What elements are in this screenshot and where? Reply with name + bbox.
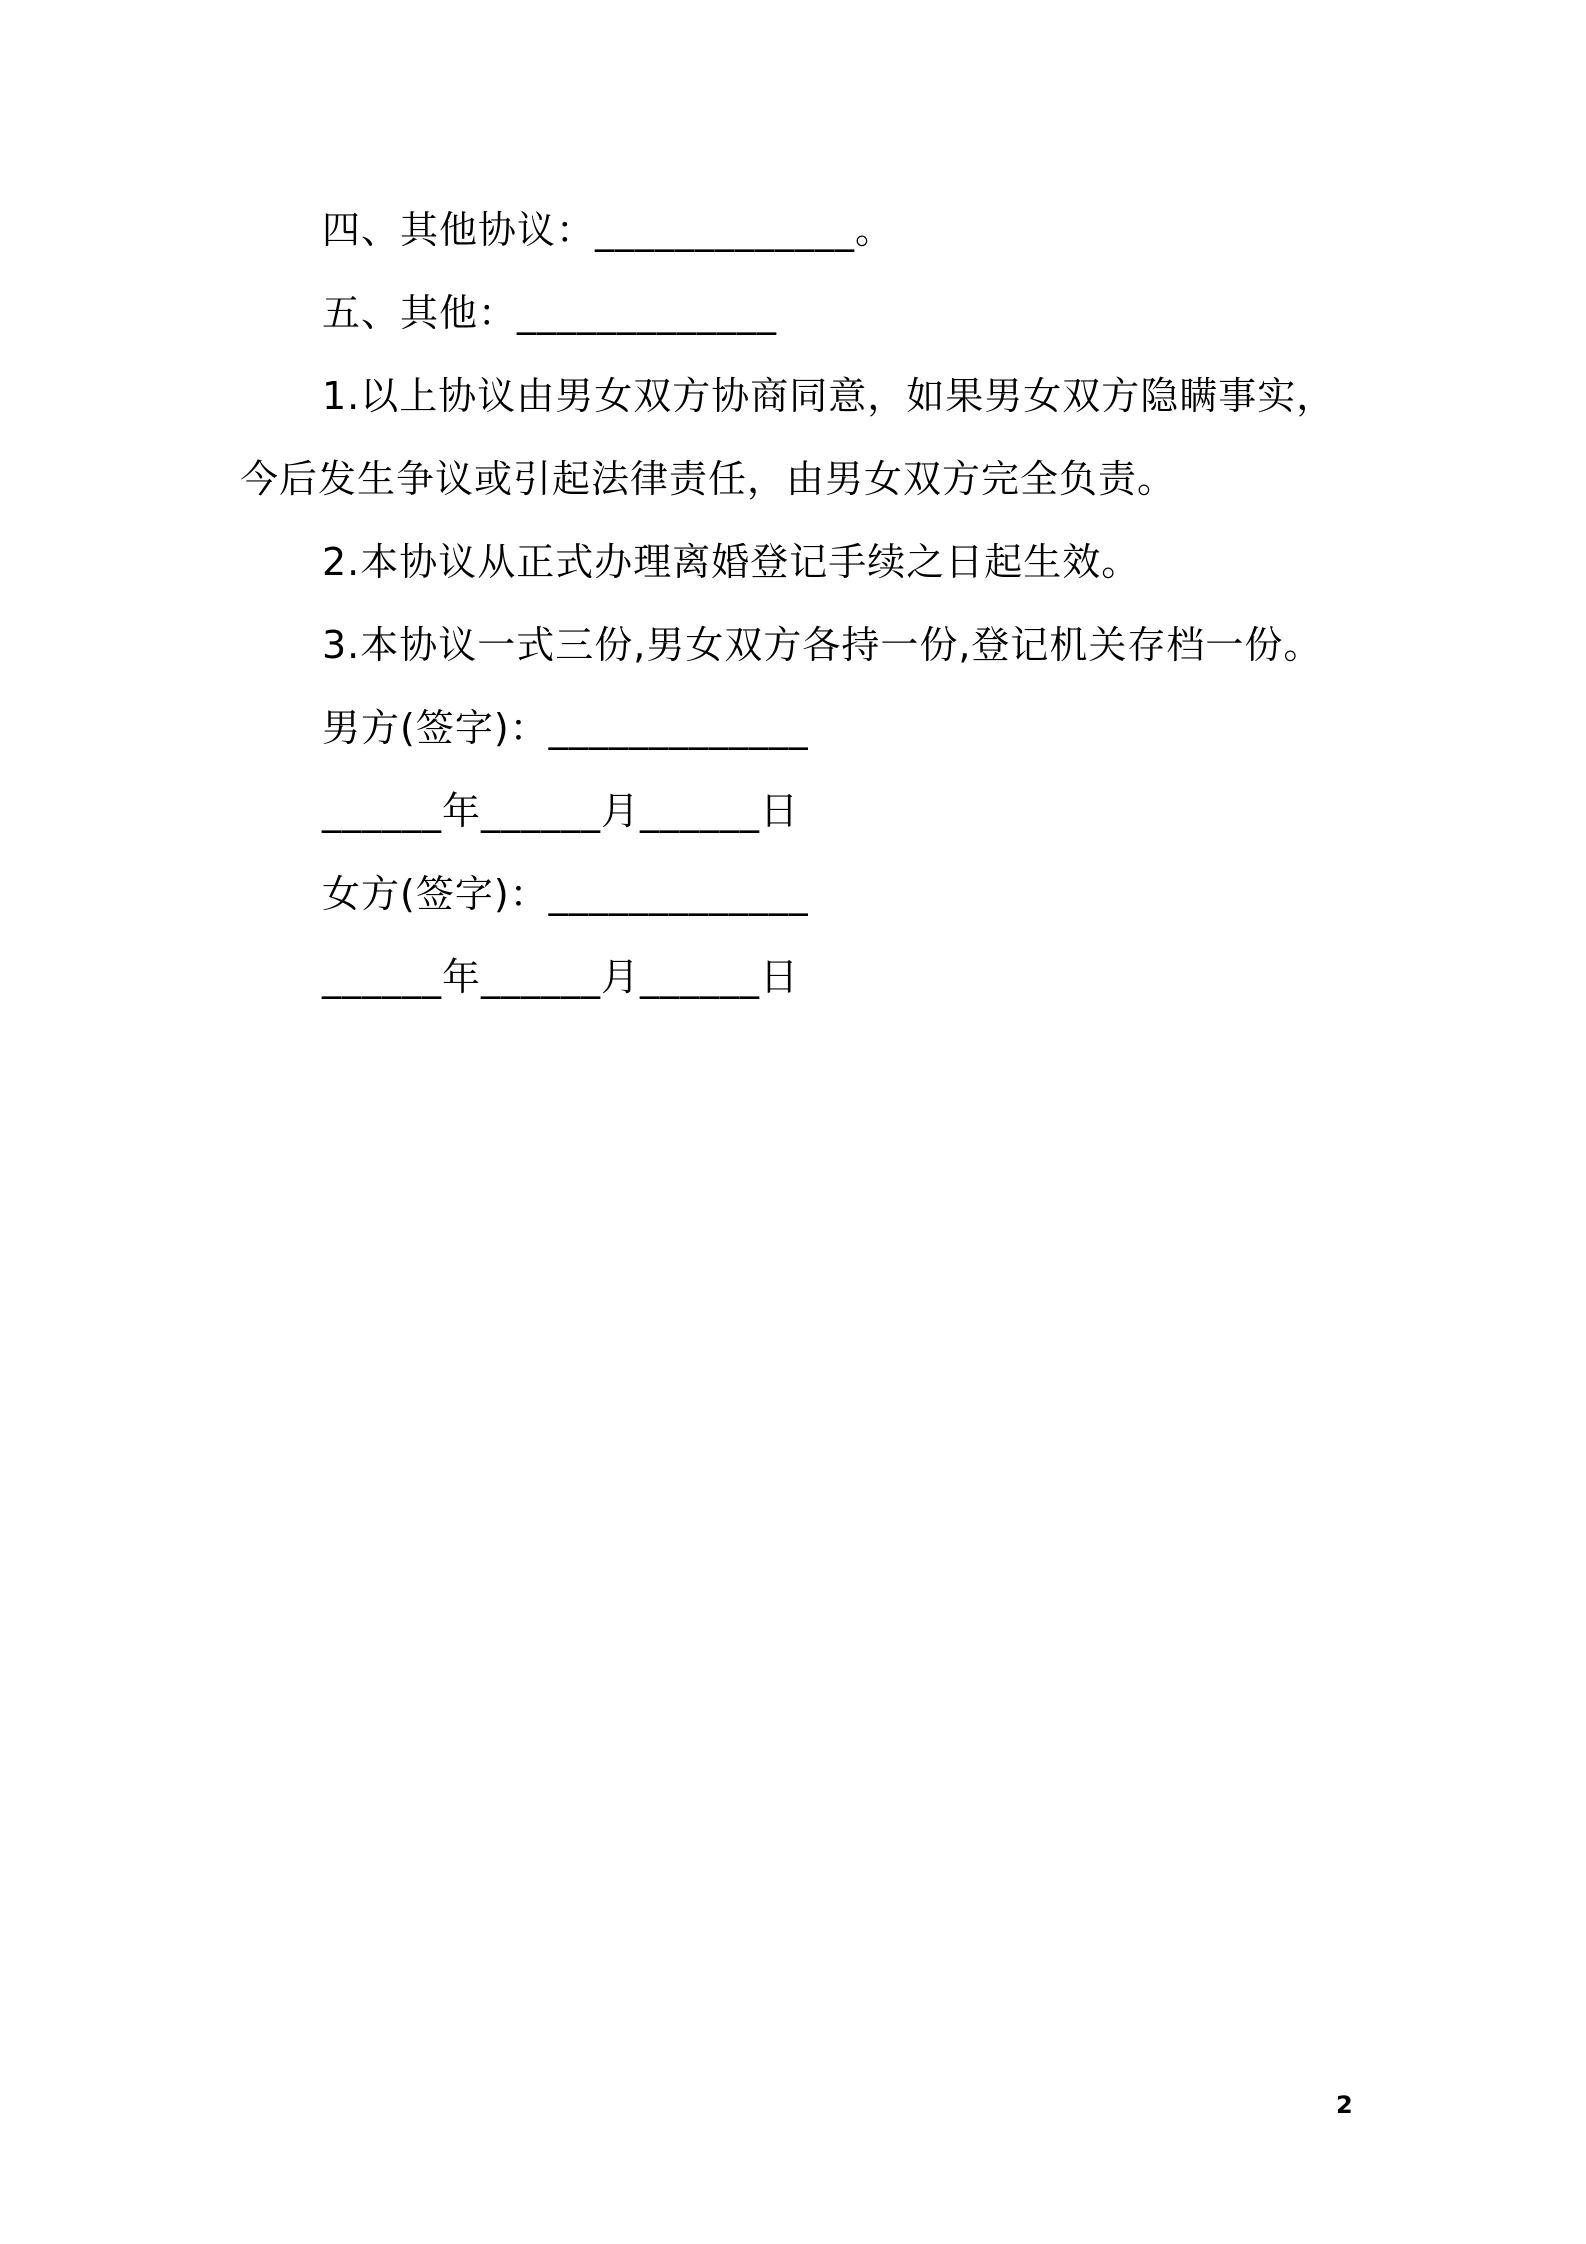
clause-1-line-1: 1.以上协议由男女双方协商同意，如果男女双方隐瞒事实， — [322, 374, 1336, 418]
male-date-line: ______年______月______日 — [322, 789, 800, 833]
clause-other: 五、其他：_____________ — [322, 291, 778, 335]
male-signature-line: 男方(签字)：_____________ — [322, 706, 809, 750]
page-number: 2 — [1336, 2091, 1353, 2119]
female-date-line: ______年______月______日 — [322, 955, 800, 999]
clause-3: 3.本协议一式三份,男女双方各持一份,登记机关存档一份。 — [322, 623, 1323, 667]
clause-other-agreement: 四、其他协议：_____________。 — [322, 208, 895, 252]
female-signature-line: 女方(签字)：_____________ — [322, 872, 809, 916]
clause-1-line-2: 今后发生争议或引起法律责任，由男女双方完全负责。 — [240, 457, 1177, 501]
clause-2: 2.本协议从正式办理离婚登记手续之日起生效。 — [322, 540, 1141, 584]
